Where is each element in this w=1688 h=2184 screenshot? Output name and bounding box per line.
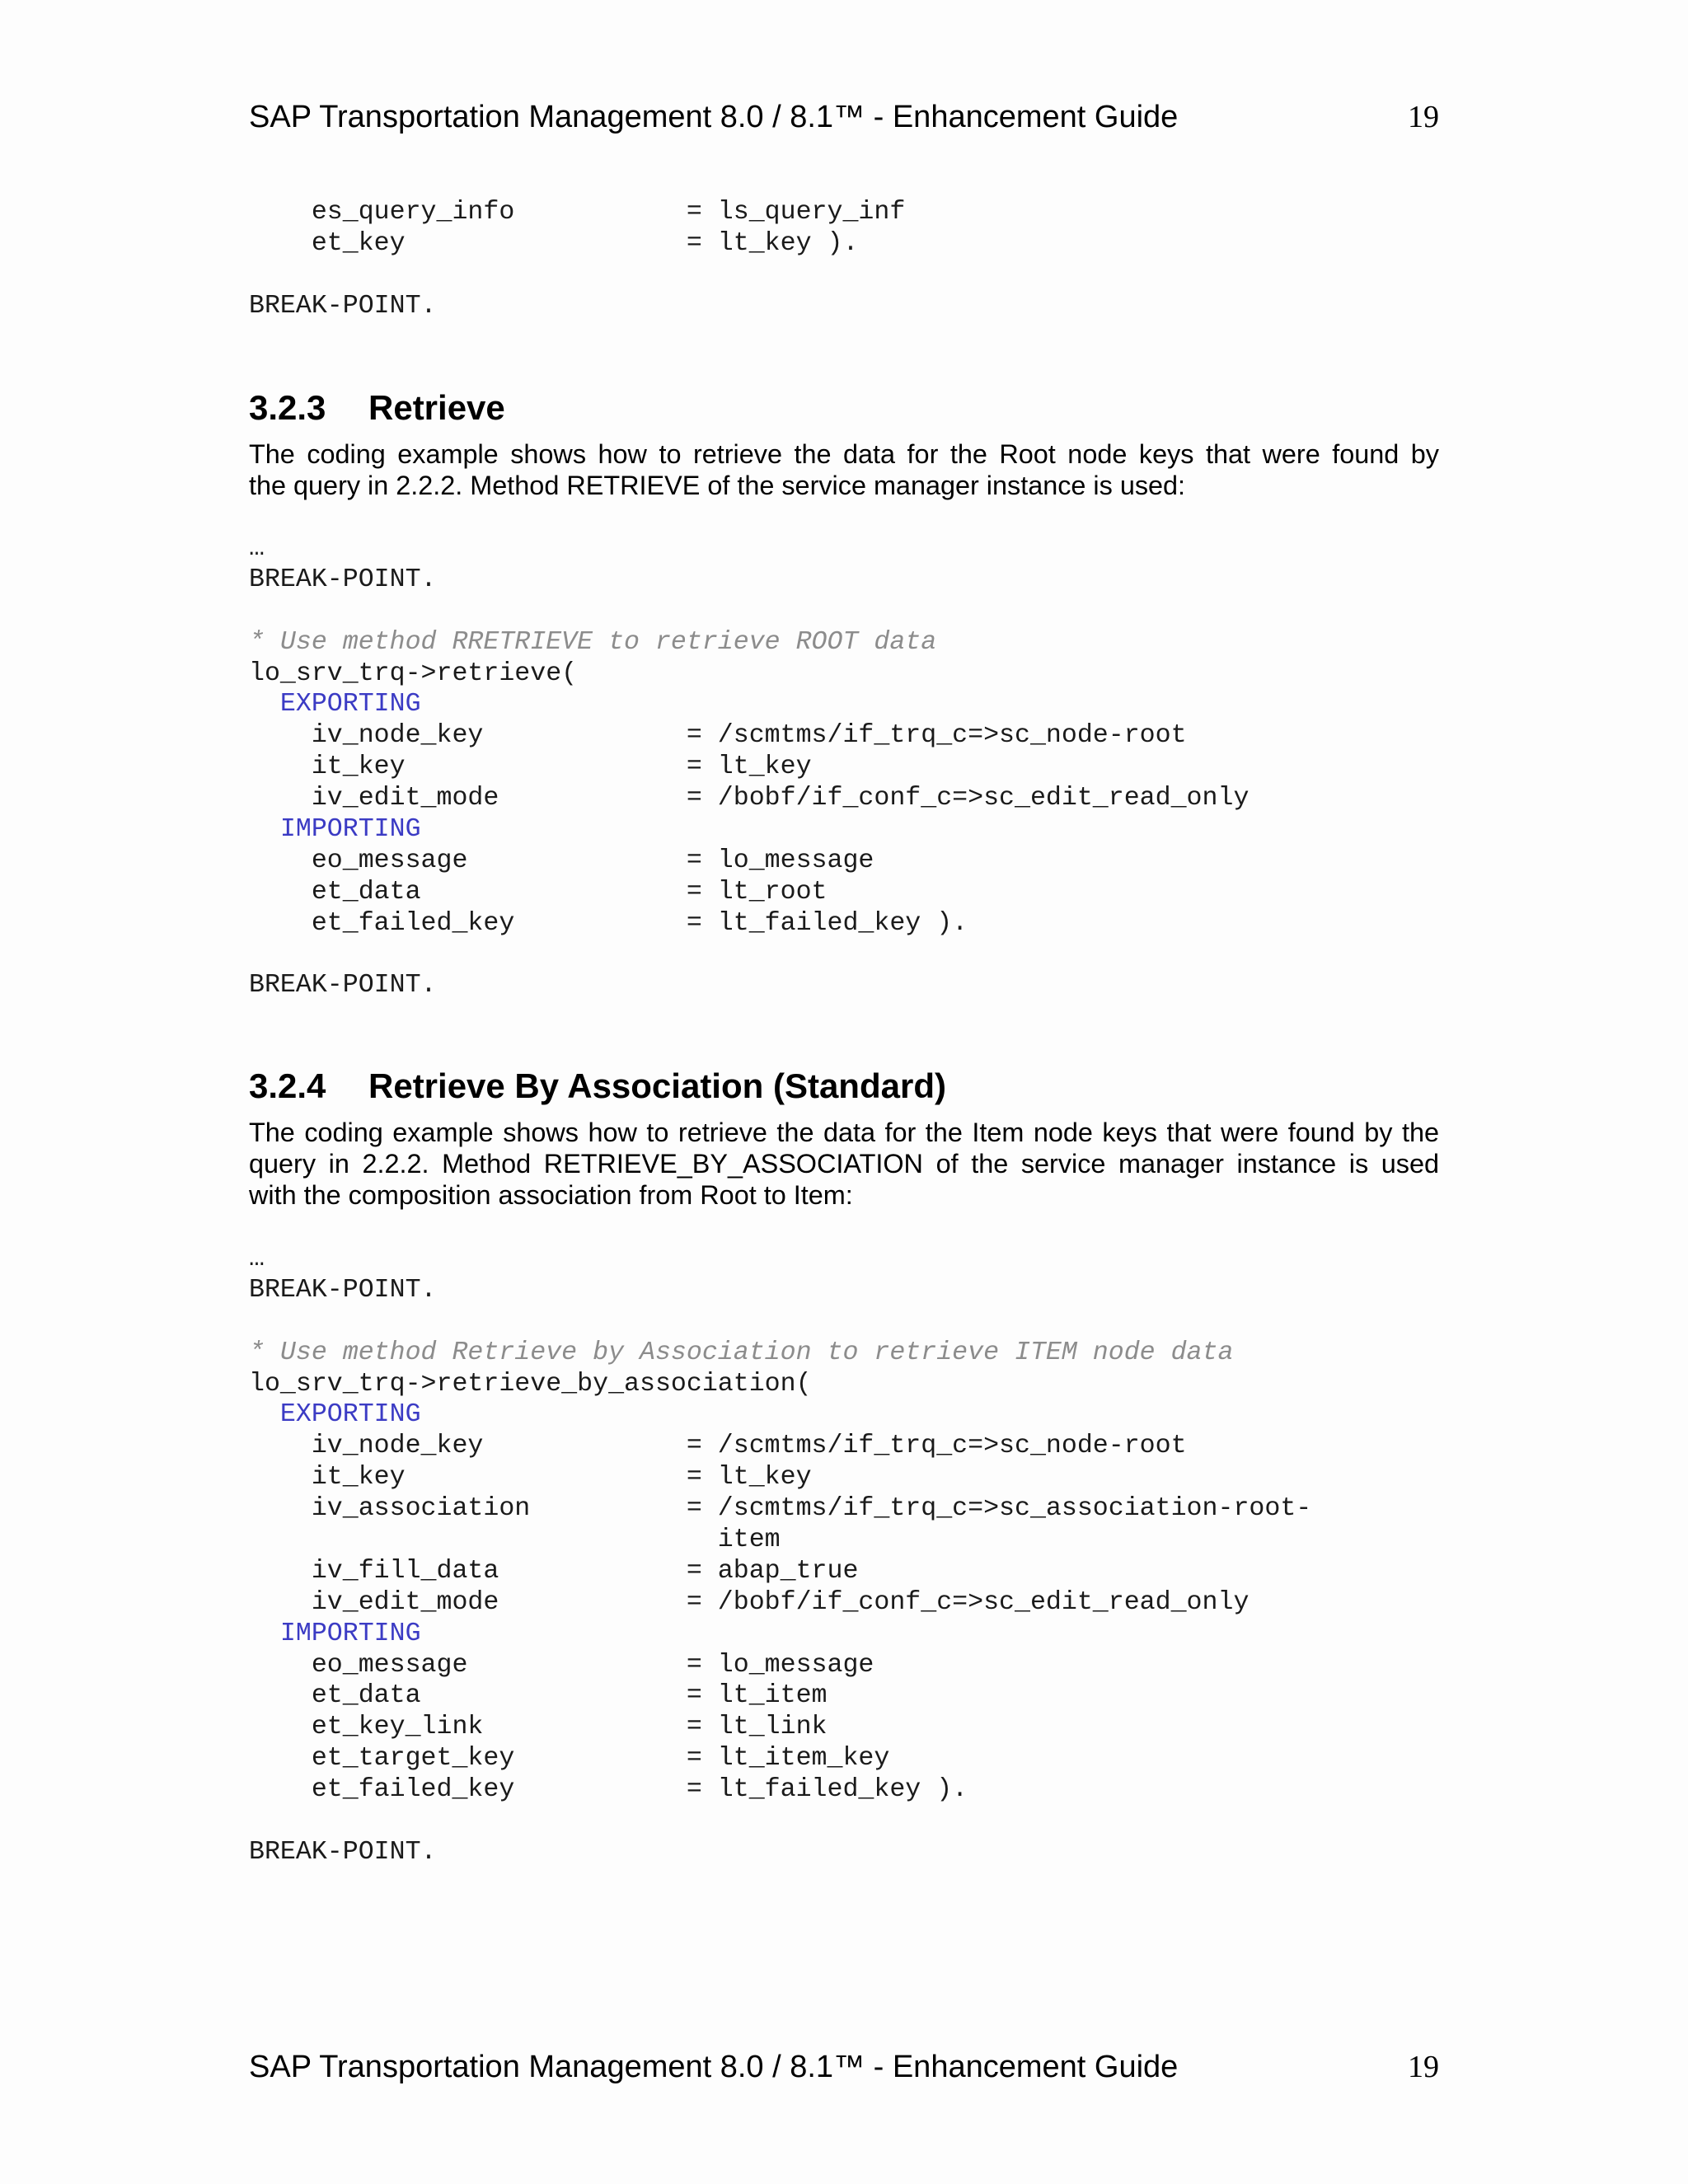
section-heading-retrieve-by-association [249,1066,946,1107]
code-line: lo_srv_trq->retrieve( [249,658,578,688]
code-line: … [249,1244,265,1273]
code-keyword-line: IMPORTING [249,815,421,845]
code-line [249,940,1249,971]
code-line: BREAK-POINT. [249,971,437,1001]
paragraph-line: The coding example shows how to retrieve the data for the Root node keys that were found by [249,439,1439,469]
code-line: iv_edit_mode = /bobf/if_conf_c=>sc_edit_read_only [249,1587,1250,1617]
code-line: BREAK-POINT. [249,1275,437,1305]
code-line: et_failed_key = lt_failed_key ). [249,1775,968,1805]
section-number: 3.2.3 [249,388,326,427]
page-footer-title: SAP Transportation Management 8.0 / 8.1™ - Enhancement Guide [249,2050,1179,2084]
section-title: Retrieve [368,388,505,427]
code-line: iv_node_key = /scmtms/if_trq_c=>sc_node-root [249,1432,1187,1461]
code-line: … [249,534,265,563]
code-comment-line: * Use method RRETRIEVE to retrieve ROOT data [249,627,937,657]
code-line: et_key_link = lt_link [249,1713,828,1742]
section-number: 3.2.4 [249,1066,326,1105]
code-line: BREAK-POINT. [249,291,437,321]
code-line: lo_srv_trq->retrieve_by_association( [249,1369,812,1399]
code-line [249,1306,1311,1338]
code-line: es_query_info = ls_query_inf [249,198,906,227]
code-line: iv_association = /scmtms/if_trq_c=>sc_association-root- [249,1494,1312,1524]
section-paragraph-retrieve-by-association [249,1117,1439,1211]
code-line: et_key = lt_key ). [249,228,859,258]
code-line: eo_message = lo_message [249,846,874,875]
code-line [249,260,905,291]
code-line: et_data = lt_root [249,877,828,907]
code-keyword-line: EXPORTING [249,690,421,719]
code-block-retrieve-by-association [249,1244,1311,1868]
code-keyword-line: IMPORTING [249,1619,421,1648]
page-header-title: SAP Transportation Management 8.0 / 8.1™ - Enhancement Guide [249,100,1179,134]
code-line: iv_fill_data = abap_true [249,1556,859,1586]
section-paragraph-retrieve [249,438,1439,501]
code-line: it_key = lt_key [249,752,812,782]
code-line: iv_edit_mode = /bobf/if_conf_c=>sc_edit_read_only [249,784,1250,813]
page-footer-number: 19 [1408,2050,1439,2084]
code-line: BREAK-POINT. [249,565,437,594]
code-comment-line: * Use method Retrieve by Association to retrieve ITEM node data [249,1338,1234,1367]
page-header-number: 19 [1408,100,1439,134]
code-block-retrieve [249,533,1249,1001]
section-heading-retrieve [249,387,505,429]
code-block-query-end [249,197,905,322]
section-title: Retrieve By Association (Standard) [368,1066,946,1105]
code-line [249,596,1249,627]
paragraph-line: the query in 2.2.2. Method RETRIEVE of the service manager instance is used: [249,471,1186,500]
code-line: item [249,1526,781,1555]
code-line: et_target_key = lt_item_key [249,1744,890,1774]
paragraph-line: The coding example shows how to retrieve the data for the Item node keys that were found by the [249,1118,1439,1147]
paragraph-line: query in 2.2.2. Method RETRIEVE_BY_ASSOCIATION of the service manager instance is used [249,1149,1439,1179]
code-line: et_failed_key = lt_failed_key ). [249,908,968,938]
code-line: it_key = lt_key [249,1463,812,1493]
code-keyword-line: EXPORTING [249,1400,421,1430]
code-line [249,1806,1311,1837]
code-line: iv_node_key = /scmtms/if_trq_c=>sc_node-root [249,721,1187,751]
code-line: eo_message = lo_message [249,1650,874,1680]
paragraph-line: with the composition association from Root to Item: [249,1180,853,1210]
code-line: BREAK-POINT. [249,1837,437,1867]
code-line: et_data = lt_item [249,1681,828,1711]
